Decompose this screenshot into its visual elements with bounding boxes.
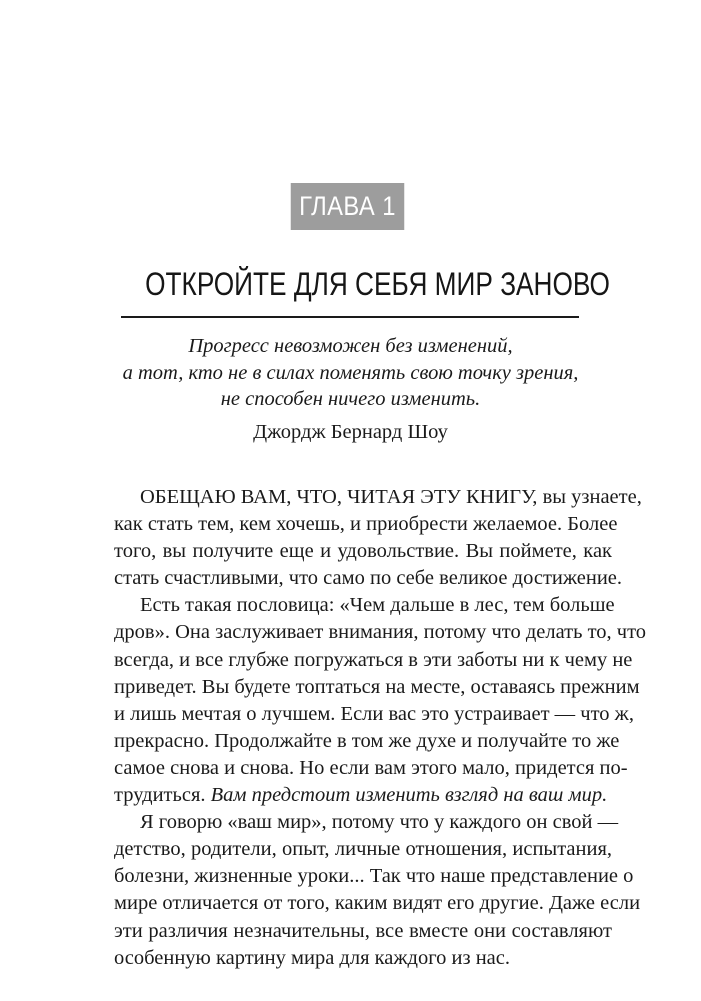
text-line: болезни, жизненные уроки... Так что наше представление о [114,865,634,888]
epigraph-line: не способен ничего изменить. [220,388,481,410]
text-line [114,484,642,511]
text-line: как стать тем, кем хочешь, и приобрести желаемое. Более [114,513,618,536]
epigraph-line: а тот, кто не в силах поменять свою точку зрения, [122,361,579,384]
text-line: самое снова и снова. Но если вам этого мало, придется по- [114,756,628,779]
lead-in-caps: ОБЕЩАЮ ВАМ, ЧТО, ЧИТАЯ ЭТУ КНИГУ, [140,486,538,508]
text-line: приведет. Вы будете топтаться на месте, оставаясь прежним [114,675,640,698]
text-line: особенную картину мира для каждого из нас. [114,946,510,969]
text-line: прекрасно. Продолжайте в том же духе и получайте то же [114,729,620,752]
text-line: Я говорю «ваш мир», потому что у каждого он свой — [140,811,619,834]
text-line: дров». Она заслуживает внимания, потому что делать то, что [114,621,647,644]
text-line: того, вы получите еще и удовольствие. Вы поймете, как [114,540,612,563]
text-line: стать счастливыми, что само по себе великое достижение. [114,567,623,590]
text-line: детство, родители, опыт, личные отношения, испытания, [114,838,612,861]
text-line [114,782,612,809]
text-line: всегда, и все глубже погружаться в эти заботы ни к чему не [114,648,633,671]
text-fragment: трудиться. [114,784,211,807]
epigraph-line: Прогресс невозможен без изменений, [188,335,513,357]
text-line: Есть такая пословица: «Чем дальше в лес, тем больше [140,594,615,617]
text-fragment: вы узнаете, [537,486,642,508]
body-text [114,484,647,972]
text-line: и лишь мечтая о лучшем. Если вас это устраивает — что ж, [114,702,634,725]
chapter-title: ОТКРОЙТЕ ДЛЯ СЕБЯ МИР ЗАНОВО [145,266,610,302]
title-divider [121,316,579,318]
epigraph-author: Джордж Бернард Шоу [253,420,448,443]
epigraph [90,333,611,445]
emphasis-text: Вам предстоит изменить взгляд на ваш мир. [210,784,608,807]
text-line: мире отличается от того, каким видят его другие. Даже если [114,892,641,915]
text-line: эти различия незначительны, все вместе они составляют [114,919,612,942]
chapter-label: ГЛАВА 1 [291,183,405,230]
